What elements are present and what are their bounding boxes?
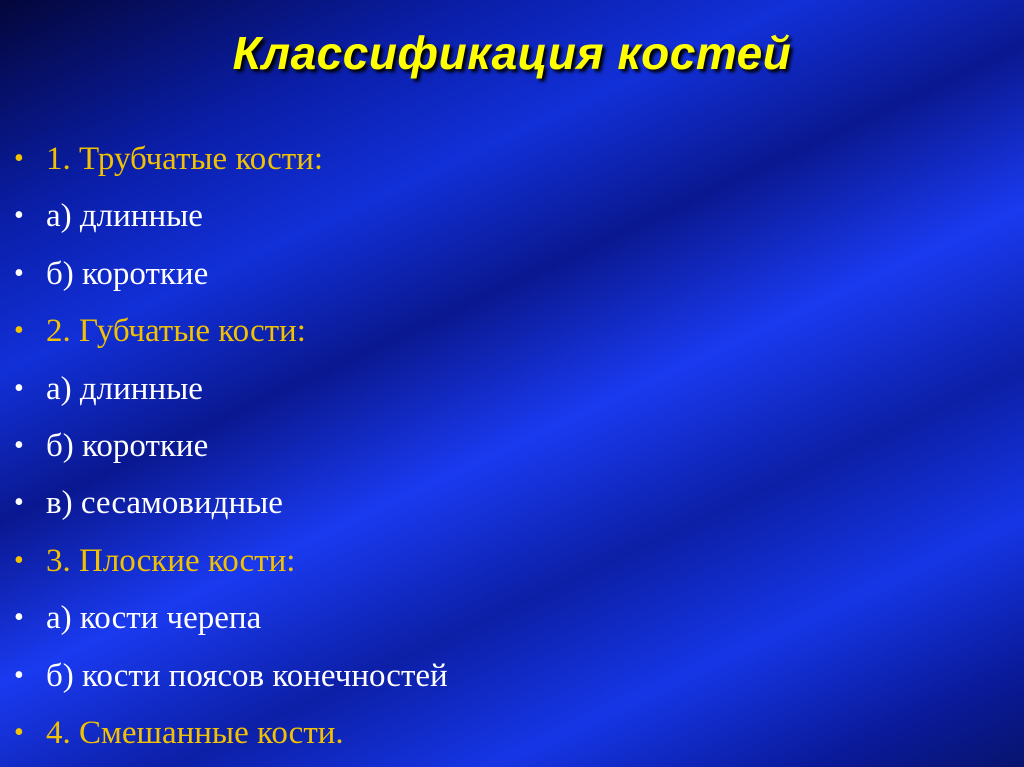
list-item-text: б) кости поясов конечностей (46, 657, 448, 694)
bullet-icon: • (14, 429, 24, 461)
list-item-text: а) длинные (46, 198, 203, 235)
list-item (14, 652, 1004, 709)
bullet-icon: • (14, 602, 24, 634)
bullet-icon: • (14, 143, 24, 174)
list-item (14, 479, 1004, 536)
list-item (14, 422, 1004, 479)
list-item-text: а) кости черепа (46, 600, 262, 637)
slide-title: Классификация костей (232, 27, 792, 79)
bullet-icon: • (14, 257, 24, 289)
list-item (14, 307, 1004, 364)
list-item-text: б) короткие (46, 427, 209, 464)
bullet-icon: • (14, 315, 24, 347)
list-item (14, 594, 1004, 651)
bullet-icon: • (14, 200, 24, 232)
list-item-text: в) сесамовидные (46, 485, 283, 522)
list-item-text: 2. Губчатые кости: (46, 313, 306, 350)
list-item-text: 4. Смешанные кости. (46, 714, 344, 751)
list-item (14, 537, 1004, 594)
list-item-text: 1. Трубчатые кости: (46, 141, 324, 177)
list-item-text: а) длинные (46, 370, 203, 407)
bullet-icon: • (14, 716, 24, 748)
list-item-text: б) короткие (46, 255, 209, 292)
list-item (14, 192, 1004, 249)
list-item (14, 365, 1004, 422)
list-item (14, 709, 1004, 766)
list-item-text: 3. Плоские кости: (46, 542, 296, 579)
bullet-icon: • (14, 487, 24, 519)
list-item (14, 250, 1004, 307)
bullet-list (14, 135, 1004, 766)
list-item (14, 135, 1004, 192)
bullet-icon: • (14, 372, 24, 404)
bullet-icon: • (14, 544, 24, 576)
bullet-icon: • (14, 659, 24, 691)
